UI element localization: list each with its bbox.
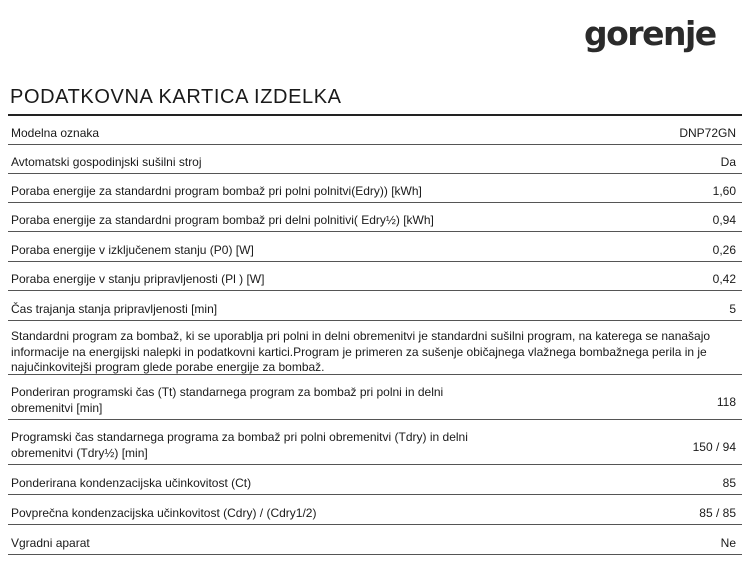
table-row-average-condensation [8,495,742,525]
row-label: Ponderiran programski čas (Tt) standarnega program za bombaž pri polni in delni obremenitvi [min] [11,385,444,415]
row-value: 5 [729,301,736,316]
row-value: 0,42 [712,271,736,286]
table-row-off-mode-power [8,232,742,262]
table-row-weighted-program-time [8,375,742,420]
row-value: Da [720,154,736,169]
row-label: Povprečna kondenzacijska učinkovitost (Cdry) / (Cdry1/2) [11,505,317,520]
row-value: 150 / 94 [692,439,736,454]
row-label: Avtomatski gospodinjski sušilni stroj [11,154,202,169]
row-label: Poraba energije v stanju pripravljenosti (Pl ) [W] [11,271,265,286]
row-label: Poraba energije v izključenem stanju (P0) [W] [11,242,254,257]
row-value: 0,26 [712,242,736,257]
row-label: Čas trajanja stanja pripravljenosti [min] [11,301,218,316]
table-row-standby-power [8,262,742,291]
row-value: Ne [720,535,736,550]
table-row-standby-duration [8,291,742,321]
row-value: 85 / 85 [699,505,736,520]
row-label: Poraba energije za standardni program bombaž pri delni polnitivi( Edry½) [kWh] [11,212,434,227]
product-data-table [8,116,742,555]
row-label: Ponderirana kondenzacijska učinkovitost (Ct) [11,475,252,490]
gorenje-logo: gorenje [584,14,716,53]
table-row-weighted-condensation [8,465,742,495]
table-row-automatic-dryer [8,145,742,174]
table-row-model [8,116,742,145]
table-row-standard-program-note [8,321,742,375]
row-value: 118 [716,394,736,409]
table-row-energy-full-load [8,174,742,203]
standard-program-paragraph: Standardni program za bombaž, ki se uporablja pri polni in delni obremenitvi je standardni sušilni program, na katerega se nanašajo informacije na energijski nalepki in podatkovni kartici.Program je primeren za sušenje običajnega vlažnega bombažnega perila in je najučinkovitejši program glede porabe energije za bombaž. [11,329,711,374]
row-label: Poraba energije za standardni program bombaž pri polni polnitvi(Edry)) [kWh] [11,183,422,198]
table-row-built-in [8,525,742,555]
row-label: Vgradni aparat [11,535,90,550]
row-label: Programski čas standarnega programa za bombaž pri polni obremenitvi (Tdry) in delni obremenitvi (Tdry½) [min] [11,430,468,460]
row-label: Modelna oznaka [11,125,100,140]
row-value: 1,60 [712,183,736,198]
table-row-program-time [8,420,742,465]
table-row-energy-partial-load [8,203,742,232]
row-value: DNP72GN [679,125,736,140]
row-value: 0,94 [712,212,736,227]
page-title: PODATKOVNA KARTICA IZDELKA [10,86,342,108]
row-value: 85 [722,475,736,490]
